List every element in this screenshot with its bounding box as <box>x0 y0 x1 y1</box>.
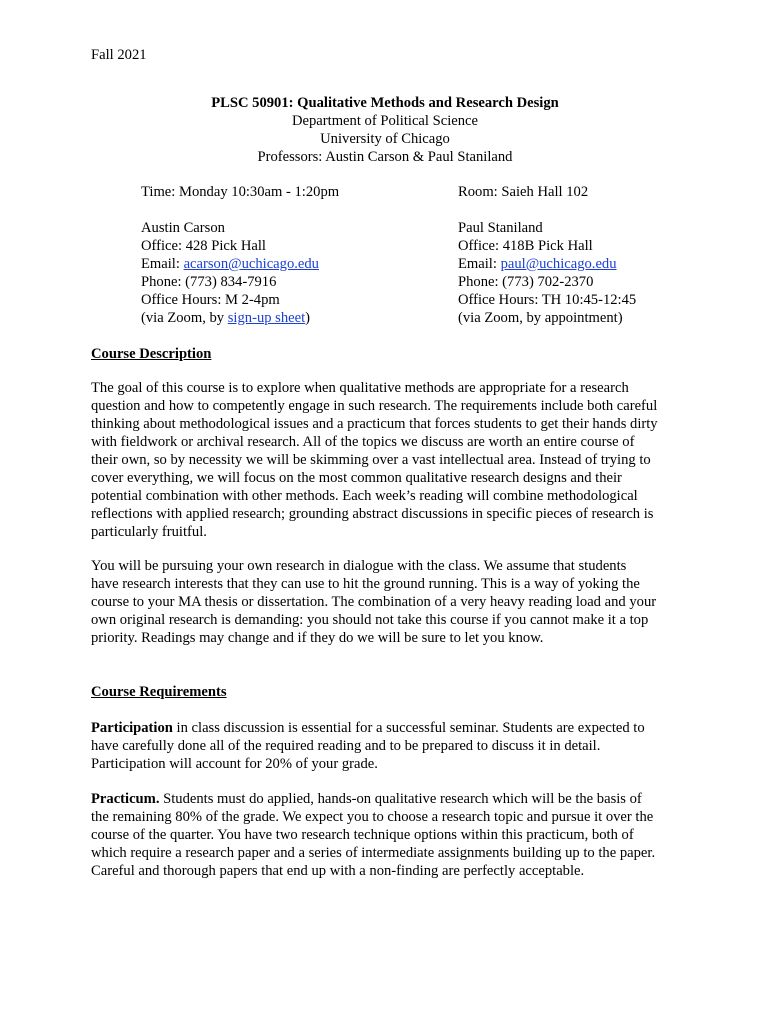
text-line <box>91 719 681 737</box>
text-line: course to your MA thesis or dissertation. The combination of a very heavy reading load and your <box>91 594 657 610</box>
text-line: their own, so by necessity we will be skimming over a vast intellectual area. Instead of trying to <box>91 452 651 468</box>
signup-sheet-link[interactable]: sign-up sheet <box>227 310 306 326</box>
course-description-heading: Course Description <box>91 346 212 362</box>
text-line: particularly fruitful. <box>91 524 207 540</box>
instructor-carson <box>141 219 319 327</box>
instructor-email-line <box>141 255 319 273</box>
instructor-office: Office: 428 Pick Hall <box>141 238 266 254</box>
course-requirements-heading: Course Requirements <box>91 684 227 700</box>
class-room: Room: Saieh Hall 102 <box>458 184 589 200</box>
text-line: priority. Readings may change and if they do we will be sure to let you know. <box>91 630 544 646</box>
text-line: thinking about methodological issues and a practicum that forces students to get their hands dirty <box>91 416 658 432</box>
class-time: Time: Monday 10:30am - 1:20pm <box>141 184 340 200</box>
instructor-name: Paul Staniland <box>458 220 543 236</box>
text-line: Careful and thorough papers that end up with a non-finding are perfectly acceptable. <box>91 863 585 879</box>
schedule-room-block <box>458 183 588 201</box>
note-prefix: (via Zoom, by <box>141 310 228 326</box>
text-line: have carefully done all of the required reading and to be prepared to discuss it in detail. <box>91 738 601 754</box>
department-name: Department of Political Science <box>291 113 478 129</box>
instructor-office-hours: Office Hours: TH 10:45-12:45 <box>458 292 637 308</box>
practicum-lead: Practicum. <box>91 791 160 807</box>
semester-label: Fall 2021 <box>91 47 147 63</box>
text-line: question and how to competently engage in such research. The requirements include both careful <box>91 398 658 414</box>
text-line: with fieldwork or archival research. All of the topics we discuss are worth an entire course of <box>91 434 635 450</box>
instructor-phone: Phone: (773) 702-2370 <box>458 274 594 290</box>
text-line: own original research is demanding: you should not take this course if you cannot make it a top <box>91 612 649 628</box>
text-line <box>91 790 681 808</box>
email-link[interactable]: paul@uchicago.edu <box>500 256 617 272</box>
practicum-first-line: Students must do applied, hands-on qualitative research which will be the basis of <box>159 791 642 807</box>
participation-lead: Participation <box>91 720 173 736</box>
instructor-email-line <box>458 255 636 273</box>
text-line: cover everything, we will focus on the most common qualitative research designs and their <box>91 470 622 486</box>
text-line: Participation will account for 20% of your grade. <box>91 756 378 772</box>
instructor-office-hours: Office Hours: M 2-4pm <box>141 292 280 308</box>
instructor-note: (via Zoom, by appointment) <box>458 310 623 326</box>
text-line: course of the quarter. You have two research technique options within this practicum, both of <box>91 827 634 843</box>
text-line: reflections with applied research; grounding abstract discussions in specific pieces of research is <box>91 506 654 522</box>
course-description-paragraph-1 <box>91 379 681 541</box>
text-line: have research interests that they can use to hit the ground running. This is a way of yoking the <box>91 576 640 592</box>
course-description-paragraph-2 <box>91 557 681 647</box>
note-suffix: ) <box>305 310 311 326</box>
participation-first-line: in class discussion is essential for a successful seminar. Students are expected to <box>172 720 645 736</box>
schedule-time-block <box>141 183 339 201</box>
participation-paragraph <box>91 719 681 773</box>
practicum-paragraph <box>91 790 681 880</box>
email-link[interactable]: acarson@uchicago.edu <box>183 256 319 272</box>
text-line: potential combination with other methods. Each week’s reading will combine methodological <box>91 488 638 504</box>
text-line: which require a research paper and a series of intermediate assignments building up to the paper. <box>91 845 656 861</box>
text-line: the remaining 80% of the grade. We expect you to choose a research topic and pursue it over the <box>91 809 654 825</box>
instructor-name: Austin Carson <box>141 220 225 236</box>
instructor-note <box>141 309 319 327</box>
instructor-office: Office: 418B Pick Hall <box>458 238 593 254</box>
instructor-phone: Phone: (773) 834-7916 <box>141 274 277 290</box>
professors-line: Professors: Austin Carson & Paul Staniland <box>257 149 513 165</box>
text-line: You will be pursuing your own research in dialogue with the class. We assume that students <box>91 558 627 574</box>
instructor-staniland <box>458 219 636 327</box>
text-line: The goal of this course is to explore when qualitative methods are appropriate for a research <box>91 380 629 396</box>
email-label: Email: <box>141 256 184 272</box>
email-label: Email: <box>458 256 501 272</box>
course-header <box>0 94 770 166</box>
university-name: University of Chicago <box>320 131 450 147</box>
course-title: PLSC 50901: Qualitative Methods and Research Design <box>211 95 559 111</box>
